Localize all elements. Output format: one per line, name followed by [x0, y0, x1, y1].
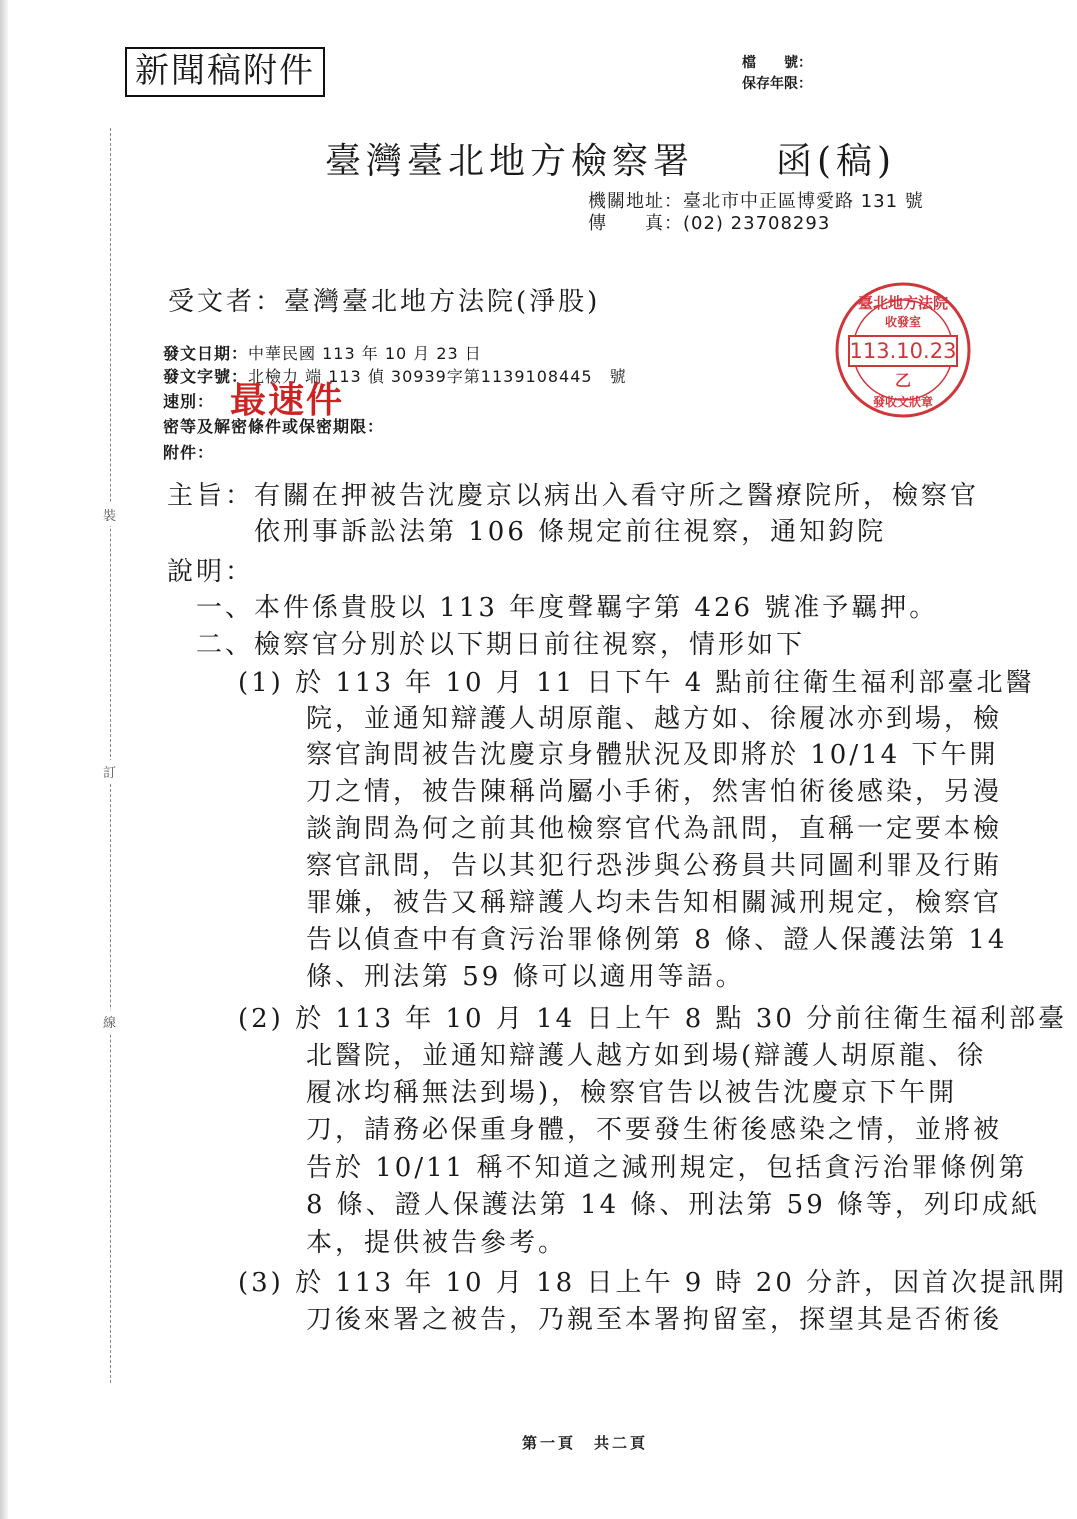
- sub-item-2-line-3: 履冰均稱無法到場)，檢察官告以被告沈慶京下午開: [306, 1078, 958, 1108]
- issue-date-value: 中華民國 113 年 10 月 23 日: [248, 344, 482, 363]
- sub-item-2-line-7: 本，提供被告參考。: [306, 1228, 568, 1258]
- attachments: [163, 440, 214, 463]
- reference-key: 發文字號：: [163, 367, 249, 386]
- document-title: 臺灣臺北地方檢察署 函(稿): [325, 141, 897, 182]
- speed-key: 速別：: [163, 392, 215, 411]
- binding-line: [110, 128, 111, 1383]
- sub-item-2-line-5: 告於 10/11 稱不知道之減刑規定，包括貪污治罪條例第: [306, 1153, 1028, 1183]
- secrecy-key: 密等及解密條件或保密期限：: [163, 417, 385, 436]
- sub-item-1-line-1: (1) 於 113 年 10 月 11 日下午 4 點前往衛生福利部臺北醫: [238, 668, 1035, 698]
- sub-item-2-line-4: 刀，請務必保重身體，不要發生術後感染之情，並將被: [306, 1115, 1003, 1145]
- issue-date: [163, 341, 482, 364]
- retention-label: 保存年限：: [742, 76, 812, 92]
- binding-char-2: 訂: [103, 760, 116, 783]
- sub-item-3-line-2: 刀後來署之被告，乃親至本署拘留室，探望其是否術後: [306, 1305, 1003, 1335]
- sub-item-1-line-5: 談詢問為何之前其他檢察官代為訊問，直稱一定要本檢: [306, 814, 1003, 844]
- sub-item-1-line-7: 罪嫌，被告又稱辯護人均未告知相關減刑規定，檢察官: [306, 888, 1003, 918]
- agency-fax: 傳 真：(02) 23708293: [588, 213, 831, 234]
- sub-item-1-line-2: 院，並通知辯護人胡原龍、越方如、徐履冰亦到場，檢: [306, 704, 1003, 734]
- file-number-label: 檔 號：: [742, 55, 812, 71]
- sub-item-1-line-9: 條、刑法第 59 條可以適用等語。: [306, 962, 745, 992]
- sub-item-3-line-1: (3) 於 113 年 10 月 18 日上午 9 時 20 分許，因首次提訊開: [238, 1268, 1068, 1298]
- sub-item-2-line-1: (2) 於 113 年 10 月 14 日上午 8 點 30 分前往衛生福利部臺: [238, 1004, 1068, 1034]
- speed-class: [163, 389, 214, 412]
- item-2: 二、檢察官分別於以下期日前往視察，情形如下: [167, 630, 806, 660]
- page-footer: 第一頁 共二頁: [522, 1434, 649, 1452]
- binding-char-3: 線: [103, 1010, 116, 1033]
- subject-line-2: 依刑事訴訟法第 106 條規定前往視察，通知鈞院: [167, 517, 887, 547]
- explanation-heading: 說明：: [167, 557, 255, 587]
- sub-item-2-line-2: 北醫院，並通知辯護人越方如到場(辯護人胡原龍、徐: [306, 1041, 987, 1071]
- recipient: 受文者：臺灣臺北地方法院(淨股): [168, 287, 601, 317]
- binding-char-1: 裝: [103, 503, 116, 526]
- issue-date-key: 發文日期：: [163, 344, 249, 363]
- item-1: 一、本件係貴股以 113 年度聲羈字第 426 號准予羈押。: [167, 593, 939, 623]
- secrecy-conditions: [163, 414, 384, 437]
- reference-value: 北檢力 端 113 偵 30939字第1139108445 號: [248, 367, 627, 386]
- seal-date-text: 113.10.23: [849, 339, 957, 363]
- attachment-label: 新聞稿附件: [125, 47, 325, 97]
- sub-item-1-line-8: 告以偵查中有貪污治罪條例第 8 條、證人保護法第 14: [306, 925, 1008, 955]
- received-seal: [833, 280, 973, 420]
- seal-bottom-text: 發收文狀章: [872, 395, 934, 409]
- sub-item-1-line-4: 刀之情，被告陳稱尚屬小手術，然害怕術後感染，另漫: [306, 777, 1003, 807]
- seal-top-text: 臺北地方法院: [857, 294, 949, 312]
- scan-edge-shadow: [0, 0, 8, 1519]
- sub-item-1-line-3: 察官詢問被告沈慶京身體狀況及即將於 10/14 下午開: [306, 740, 999, 770]
- attachments-key: 附件：: [163, 443, 215, 462]
- subject-line-1: 主旨：有關在押被告沈慶京以病出入看守所之醫療院所，檢察官: [167, 481, 980, 511]
- agency-address: 機關地址：臺北市中正區博愛路 131 號: [588, 191, 924, 212]
- sub-item-2-line-6: 8 條、證人保護法第 14 條、刑法第 59 條等，列印成紙: [306, 1190, 1041, 1220]
- urgent-stamp: 最速件: [230, 379, 345, 421]
- seal-mark-text: 乙: [894, 371, 912, 390]
- seal-sub-text: 收發室: [884, 315, 922, 329]
- sub-item-1-line-6: 察官訊問，告以其犯行恐涉與公務員共同圖利罪及行賄: [306, 851, 1003, 881]
